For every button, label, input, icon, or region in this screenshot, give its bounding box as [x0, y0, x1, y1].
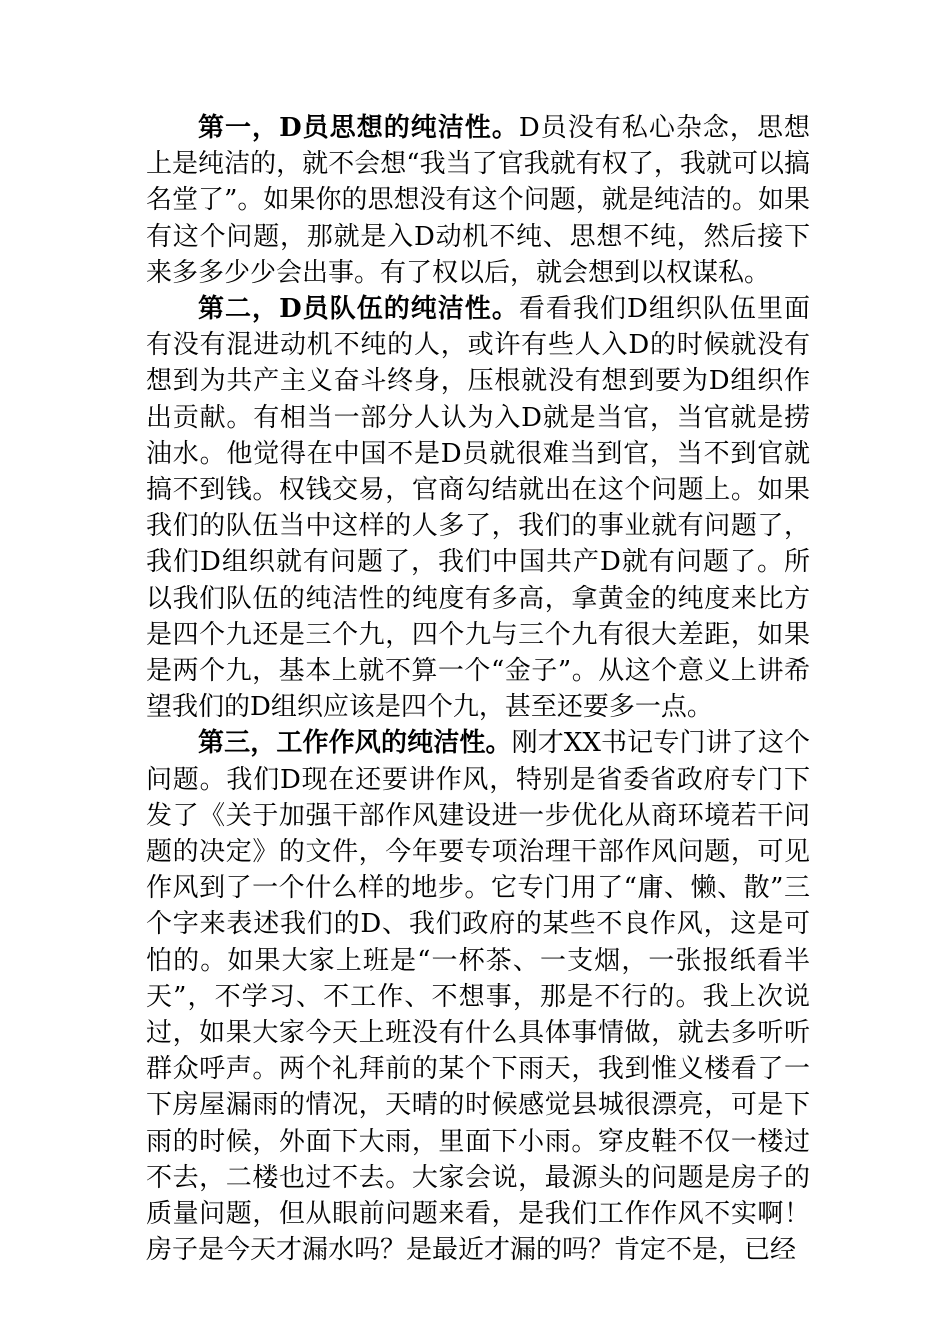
- document-body: [146, 110, 810, 1269]
- paragraph-1-text: D员没有私心杂念，思想上是纯洁的，就不会想“我当了官我就有权了，我就可以搞名堂了”。如果你的思想没有这个问题，就是纯洁的。如果有这个问题，那就是入D动机不纯、思想不纯，然后接下来多多少少会出事。有了权以后，就会想到以权谋私。: [146, 113, 810, 288]
- paragraph-2-text: 看看我们D组织队伍里面有没有混进动机不纯的人，或许有些人入D的时候就没有想到为共产主义奋斗终身，压根就没有想到要为D组织作出贡献。有相当一部分人认为入D就是当官，当官就是捞油水。他觉得在中国不是D员就很难当到官，当不到官就搞不到钱。权钱交易，官商勾结就出在这个问题上。如果我们的队伍当中这样的人多了，我们的事业就有问题了，我们D组织就有问题了，我们中国共产D就有问题了。所以我们队伍的纯洁性的纯度有多高，拿黄金的纯度来比方是四个九还是三个九，四个九与三个九有很大差距，如果是两个九，基本上就不算一个“金子”。从这个意义上讲希望我们的D组织应该是四个九，甚至还要多一点。: [146, 294, 810, 723]
- paragraph-3-heading: 第三，工作作风的纯洁性。: [198, 728, 512, 759]
- paragraph-3: [146, 725, 810, 1268]
- paragraph-3-text: 刚才XX书记专门讲了这个问题。我们D现在还要讲作风，特别是省委省政府专门下发了《关于加强干部作风建设进一步优化从商环境若干问题的决定》的文件，今年要专项治理干部作风问题，可见作风到了一个什么样的地步。它专门用了“庸、懒、散”三个字来表述我们的D、我们政府的某些不良作风，这是可怕的。如果大家上班是“一杯茶、一支烟，一张报纸看半天”，不学习、不工作、不想事，那是不行的。我上次说过，如果大家今天上班没有什么具体事情做，就去多听听群众呼声。两个礼拜前的某个下雨天，我到惟义楼看了一下房屋漏雨的情况，天晴的时候感觉县城很漂亮，可是下雨的时候，外面下大雨，里面下小雨。穿皮鞋不仅一楼过不去，二楼也过不去。大家会说，最源头的问题是房子的质量问题，但从眼前问题来看，是我们工作作风不实啊！房子是今天才漏水吗？是最近才漏的吗？肯定不是，已经: [146, 728, 810, 1266]
- paragraph-1: [146, 110, 810, 291]
- paragraph-2: [146, 291, 810, 725]
- paragraph-1-heading: 第一，D员思想的纯洁性。: [198, 113, 519, 143]
- paragraph-2-heading: 第二，D员队伍的纯洁性。: [198, 294, 519, 325]
